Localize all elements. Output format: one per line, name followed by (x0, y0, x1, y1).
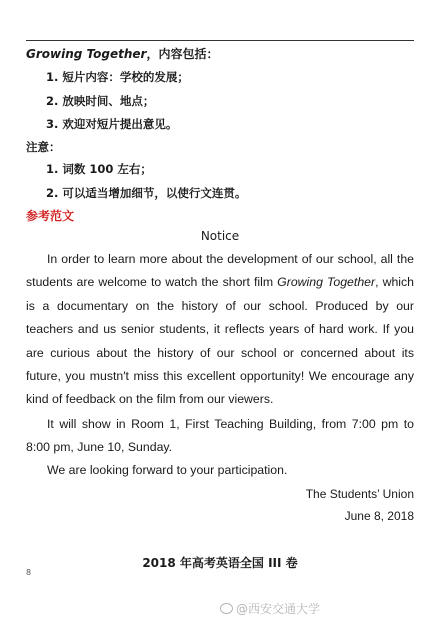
note-item: 2. 可以适当增加细节，以使行文连贯。 (46, 186, 247, 200)
essay-date: June 8, 2018 (344, 509, 414, 523)
watermark-text: @西安交通大学 (236, 602, 321, 616)
essay-paragraph-3: We are looking forward to your participation. (47, 463, 288, 477)
film-title-inline: Growing Together (277, 275, 376, 290)
task-intro (26, 45, 218, 62)
top-rule (26, 40, 414, 41)
page-number: 8 (26, 568, 32, 577)
film-title: Growing Together (26, 47, 147, 61)
note-heading: 注意： (26, 140, 61, 154)
essay-paragraph-2: It will show in Room 1, First Teaching Building, from 7:00 pm to 8:00 pm, June 10, Sunday. (26, 417, 414, 455)
requirement-item: 3. 欢迎对短片提出意见。 (46, 117, 178, 131)
essay-title: Notice (200, 229, 240, 243)
requirement-item: 1. 短片内容：学校的发展； (46, 70, 189, 84)
note-item: 1. 词数 100 左右； (46, 162, 152, 176)
reference-label: 参考范文 (26, 209, 75, 223)
essay-paragraph-1 (26, 248, 414, 412)
paragraph-text: , which is a documentary on the history of our school. Produced by our teachers and us senior students, it reflects years of hard work. If you are curious about the history of our school or concerned about its future, you mustn′t miss this excellent opportunity! We encourage any kind of feedback on the film from our viewers. (26, 275, 415, 407)
watermark (220, 600, 320, 617)
requirement-item: 2. 放映时间、地点； (46, 94, 155, 108)
signoff: The Students’ Union (305, 487, 414, 501)
intro-text: ，内容包括： (146, 47, 219, 61)
exam-source: 2018 年高考英语全国 III 卷 (142, 556, 298, 570)
paragraph-text: In order to learn more about the development of our school, all the students are welcome to watch the short film (26, 252, 414, 290)
weibo-icon (220, 603, 233, 614)
